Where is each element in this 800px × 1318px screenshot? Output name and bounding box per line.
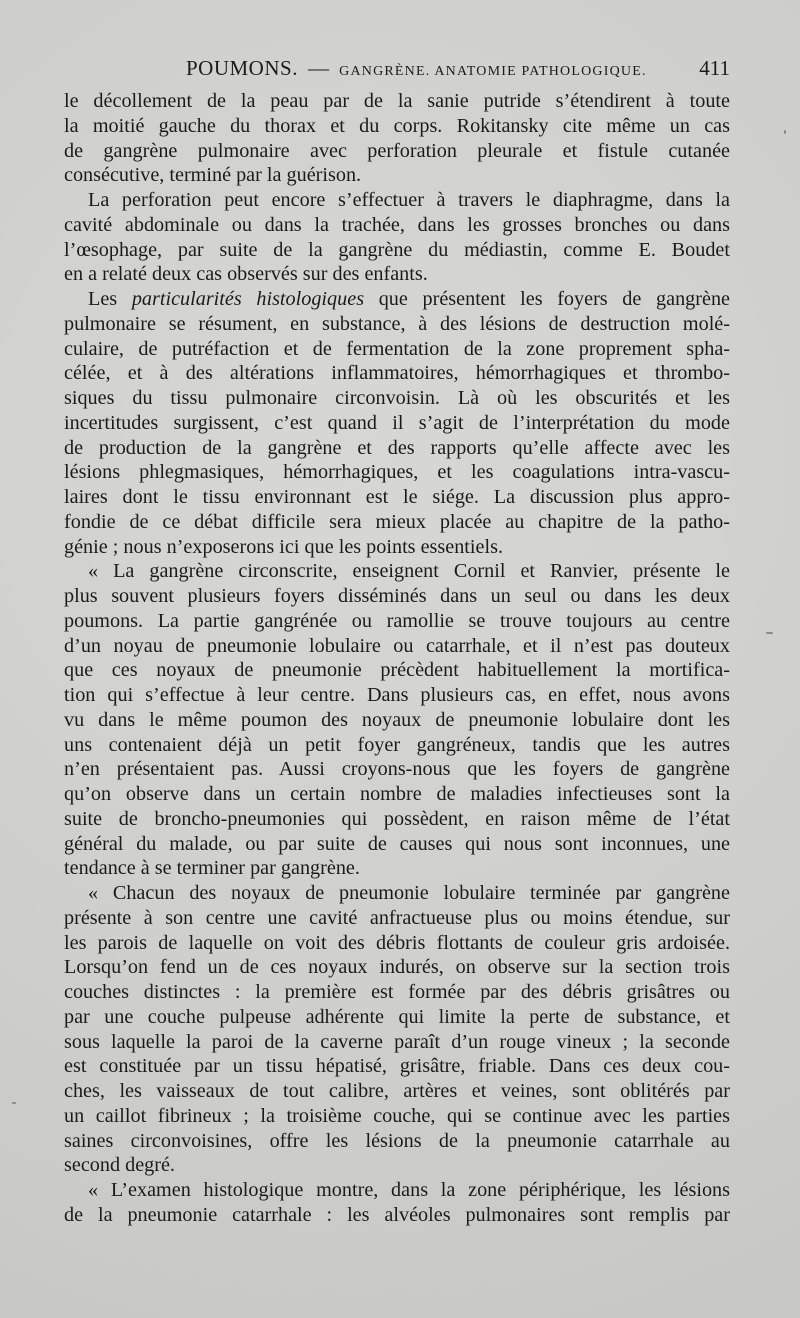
text-line: couches distinctes : la première est formée par des débris grisâtres ou: [64, 981, 730, 1003]
margin-speck: [12, 1102, 16, 1104]
margin-speck: [766, 632, 773, 634]
text-line: n’en présentaient pas. Aussi croyons-nous que les foyers de gangrène: [64, 758, 730, 781]
text-line: incertitudes surgissent, c’est quand il s’agit de l’interprétation du mode: [64, 411, 730, 434]
text-line: uns contenaient déjà un petit foyer gangréneux, tandis que les autres: [64, 733, 730, 756]
text-line: siques du tissu pulmonaire circonvoisin. Là où les obscurités et les: [64, 387, 730, 409]
text-line: ches, les vaisseaux de tout calibre, artères et veines, sont oblitérés par: [64, 1080, 730, 1102]
text-line: cavité abdominale ou dans la trachée, dans les grosses bronches ou dans: [64, 213, 730, 236]
text-run: que présentent les foyers de gangrène: [364, 288, 730, 310]
text-line: présente à son centre une cavité anfractueuse plus ou moins étendue, sur: [64, 906, 730, 929]
text-line: laires dont le tissu environnant est le siége. La discussion plus appro-: [64, 486, 730, 508]
text-run: Les: [88, 288, 132, 310]
text-line: pulmonaire se résument, en substance, à des lésions de destruction molé-: [64, 312, 730, 335]
text-line: Lorsqu’on fend un de ces noyaux indurés, on observe sur la section trois: [64, 956, 730, 979]
page-number: 411: [699, 56, 730, 80]
text-line: « La gangrène circonscrite, enseignent Cornil et Ranvier, présente le: [88, 560, 730, 583]
text-line: La perforation peut encore s’effectuer à travers le diaphragme, dans la: [88, 189, 730, 211]
text-line: tendance à se terminer par gangrène.: [64, 857, 360, 880]
text-line: les parois de laquelle on voit des débris flottants de couleur gris ardoisée.: [64, 931, 730, 954]
text-line: d’un noyau de pneumonie lobulaire ou catarrhale, et il n’est pas douteux: [64, 634, 730, 657]
text-line: fondie de ce débat difficile sera mieux placée au chapitre de la patho-: [64, 510, 730, 533]
text-line: consécutive, terminé par la guérison.: [64, 164, 362, 187]
text-line: saines circonvoisines, offre les lésions de la pneumonie catarrhale au: [64, 1129, 730, 1152]
text-line: de la pneumonie catarrhale : les alvéoles pulmonaires sont remplis par: [64, 1203, 730, 1226]
italic-term: particularités histologiques: [131, 288, 365, 310]
text-line: « L’examen histologique montre, dans la zone périphérique, les lésions: [88, 1179, 730, 1201]
text-line: vu dans le même poumon des noyaux de pneumonie lobulaire dont les: [64, 708, 730, 731]
text-line: plus souvent plusieurs foyers disséminés dans un seul ou dans les deux: [64, 585, 730, 607]
body-text: [64, 89, 730, 1228]
text-line: par une couche pulpeuse adhérente qui limite la perte de substance, et: [64, 1005, 730, 1028]
text-line: est constituée par un tissu hépatisé, grisâtre, friable. Dans ces deux cou-: [64, 1055, 730, 1078]
text-line: [64, 287, 730, 312]
text-line: tion qui s’effectue à leur centre. Dans plusieurs cas, en effet, nous avons: [64, 684, 730, 706]
text-line: de production de la gangrène et des rapports qu’elle affecte avec les: [64, 436, 730, 459]
text-line: qu’on observe dans un certain nombre de maladies infectieuses sont la: [64, 783, 730, 805]
text-line: de gangrène pulmonaire avec perforation pleurale et fistule cutanée: [64, 139, 730, 162]
text-line: suite de broncho-pneumonies qui possèdent, en raison même de l’état: [64, 807, 730, 830]
text-line: en a relaté deux cas observés sur des enfants.: [64, 263, 428, 286]
text-line: culaire, de putréfaction et de fermentation de la zone proprement spha-: [64, 337, 730, 360]
text-line: général du malade, ou par suite de causes qui nous sont inconnues, une: [64, 832, 730, 855]
text-line: sous laquelle la paroi de la caverne paraît d’un rouge vineux ; la seconde: [64, 1030, 730, 1053]
text-line: lésions phlegmasiques, hémorrhagiques, et les coagulations intra-vascu-: [64, 461, 730, 484]
text-line: poumons. La partie gangrénée ou ramollie se trouve toujours au centre: [64, 609, 730, 632]
text-line: second degré.: [64, 1154, 175, 1177]
text-line: la moitié gauche du thorax et du corps. Rokitansky cite même un cas: [64, 114, 730, 137]
text-line: célée, et à des altérations inflammatoires, hémorrhagiques et thrombo-: [64, 362, 730, 385]
running-header: [64, 56, 730, 88]
running-title-main: POUMONS.: [186, 56, 298, 80]
margin-speck: [784, 130, 786, 134]
text-line: le décollement de la peau par de la sanie putride s’étendirent à toute: [64, 90, 730, 112]
text-line: « Chacun des noyaux de pneumonie lobulaire terminée par gangrène: [88, 882, 730, 904]
running-title: [186, 56, 647, 81]
text-line: génie ; nous n’exposerons ici que les points essentiels.: [64, 535, 503, 558]
text-line: un caillot fibrineux ; la troisième couche, qui se continue avec les parties: [64, 1104, 730, 1127]
running-title-subtitle: GANGRÈNE. ANATOMIE PATHOLOGIQUE.: [339, 64, 647, 79]
text-line: que ces noyaux de pneumonie précèdent habituellement la mortifica-: [64, 659, 730, 682]
running-title-separator: —: [307, 56, 330, 80]
text-line: l’œsophage, par suite de la gangrène du médiastin, comme E. Boudet: [64, 238, 730, 261]
